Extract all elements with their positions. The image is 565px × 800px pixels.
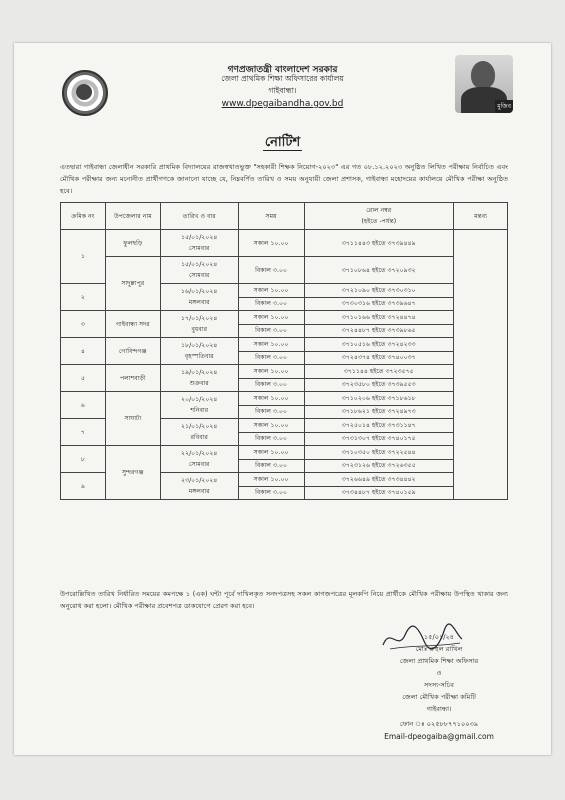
header-government: গণপ্রজাতন্ত্রী বাংলাদেশ সরকার [227, 65, 338, 75]
table-row: ৫ পলাশবাড়ী ১৯/০১/২০২৪ শুক্রবার সকাল ১০.০০ ৩৭১১৪৪ হইতে ৩৭২৩৫৭৫ [61, 365, 508, 379]
col-roll: রোল নম্বর (হইতে -পর্যন্ত) [304, 203, 454, 230]
table-row: বিকাল ৩.০০ ৩৭৩১৩০৭ হইতে ৩৭৪০১৭৫ [61, 432, 508, 446]
intro-paragraph: এতদ্বারা গাইবান্ধা জেলাধীন সরকারি প্রাথমিক বিদ্যালয়ের রাজস্বখাতভুক্ত "সহকারী শিক্ষক নিয়োগ-২০২৩" এর গত ০৮.১২.২০২৩ অনুষ্ঠিত লিখিত পরীক্ষায় নির্বাচিত এবং মৌখিক পরীক্ষার জন্য মনোনীত প্রার্থীগণকে জানানো যাচ্ছে যে, নিম্নবর্ণিত তারিখ ও সময় অনুযায়ী জেলা প্রশাসক, গাইবান্ধা মহোদয়ের কার্যালয়ে মৌখিক পরীক্ষা অনুষ্ঠিত হবে। [60, 163, 508, 195]
table-header-row [61, 203, 508, 230]
notice-title-text: নোটিশ [264, 135, 301, 150]
table-row: ২ ১৬/০১/২০২৪ মঙ্গলবার সকাল ১০.০০ ৩৭২১০৯০ হইতে ৩৭৩০৩১০ [61, 284, 508, 298]
signatory-role: সদস্য-সচিব [424, 681, 454, 689]
header-office: জেলা প্রাথমিক শিক্ষা অফিসারের কার্যালয় [221, 74, 344, 83]
col-date: তারিখ ও বার [160, 203, 238, 230]
header-district: গাইবান্ধা। [268, 86, 297, 95]
phone-number: ফোন ঃ ০২৫৮৮৭৭১০০৩৯ [399, 720, 479, 728]
table-row: বিকাল ৩.০০ ৩৭২৩৫৮০ হইতে ৩৭৩৯৫৫৩ [61, 378, 508, 392]
table-row: বিকাল ৩.০০ ৩৭১৮৬২১ হইতে ৩৭২৪৯৭৩ [61, 405, 508, 419]
table-row: ৮ সুন্দরগঞ্জ ২২/০১/২০২৪ সোমবার সকাল ১০.০০ ৩৭১০৩৫০ হইতে ৩৭২২৫৪৪ [61, 446, 508, 460]
exam-schedule-table [60, 202, 508, 500]
remarks-cell [454, 230, 508, 500]
table-row: ৪ গোবিন্দগঞ্জ ১৮/০১/২০২৪ বৃহস্পতিবার সকাল ১০.০০ ৩৭১০৫১৬ হইতে ৩৭২৪২৩৩ [61, 338, 508, 352]
col-remarks: মন্তব্য [454, 203, 508, 230]
signature-date: ১৫/০১/২৪ [423, 633, 455, 641]
signature-and: ও [436, 669, 442, 677]
col-serial: ক্রমিক নং [61, 203, 106, 230]
signatory-name: মোঃ রুহুল রাখিল [415, 645, 463, 653]
table-row: সাদুল্লাপুর ১৫/০১/২০২৪ সোমবার বিকাল ৩.০০ ৩৭১০৮৬৪ হইতে ৩৭২০৯৩২ [61, 257, 508, 271]
signatory-designation: জেলা প্রাথমিক শিক্ষা অফিসার [399, 657, 479, 665]
table-row: ৭ ২১/০১/২০২৪ রবিবার সকাল ১০.০০ ৩৭২৫০১৪ হইতে ৩৭৩১১৪৭ [61, 419, 508, 433]
table-row: ৯ ২৩/০১/২০২৪ মঙ্গলবার সকাল ১০.০০ ৩৭২৬৬৪৯ হইতে ৩৭৩৪৪৪২ [61, 473, 508, 487]
website-link[interactable]: www.dpegaibandha.gov.bd [221, 99, 344, 109]
table-row: বিকাল ৩.০০ ৩৭২৩১২৬ হইতে ৩৭২৬৩৫৫ [61, 459, 508, 473]
table-row: বিকাল ৩.০০ ৩৭২৪৪৮৭ হইতে ৩৭৩৯৮৬৫ [61, 324, 508, 338]
table-row: বিকাল ৩.০০ ৩৭৩৪৪৮৭ হইতে ৩৭৪০১৫৯ [61, 486, 508, 500]
email-address[interactable]: Email-dpeogaiba@gmail.com [384, 732, 494, 741]
col-time: সময় [238, 203, 304, 230]
table-row: ৩ গাইবান্ধা সদর ১৭/০১/২০২৪ বুধবার সকাল ১০.০০ ৩৭১০১৬৬ হইতে ৩৭২৪৪৭৪ [61, 311, 508, 325]
notice-page [14, 43, 551, 755]
footer-instruction: উপরোল্লিখিত তারিখ নির্ধারিত সময়ের কমপক্ষে ১ (এক) ঘন্টা পূর্বে দাখিলকৃত সনদপত্রসহ সকল কাগজপত্রের মূলকপি নিয়ে প্রার্থীকে মৌখিক পরীক্ষায় উপস্থিত থাকার জন্য অনুরোধ করা হলো। মৌখিক পরীক্ষার প্রবেশপত্র ডাকযোগে প্রেরণ করা হবে। [60, 590, 508, 610]
portrait-photo: মুজিব [455, 55, 513, 113]
signature-place: গাইবান্ধা। [426, 705, 452, 713]
table-row: ১ ফুলছড়ি ১৫/০১/২০২৪ সোমবার সকাল ১০.০০ ৩৭১১৪৪৩ হইতে ৩৭৩৯৪৪৯ [61, 230, 508, 244]
table-row: বিকাল ৩.০০ ৩৭৩০৩১৬ হইতে ৩৭৩৯৬৪৭ [61, 297, 508, 311]
notice-title [14, 133, 551, 154]
col-upazila: উপজেলার নাম [105, 203, 160, 230]
table-row: ৬ সাঘাটা ২০/০১/২০২৪ শনিবার সকাল ১০.০০ ৩৭১০২০৬ হইতে ৩৭১৮৬১৮ [61, 392, 508, 406]
committee-name: জেলা মৌখিক পরীক্ষা কমিটি [402, 693, 476, 701]
table-row: বিকাল ৩.০০ ৩৭২৪৩৭৪ হইতে ৩৭৪০০৩৭ [61, 351, 508, 365]
